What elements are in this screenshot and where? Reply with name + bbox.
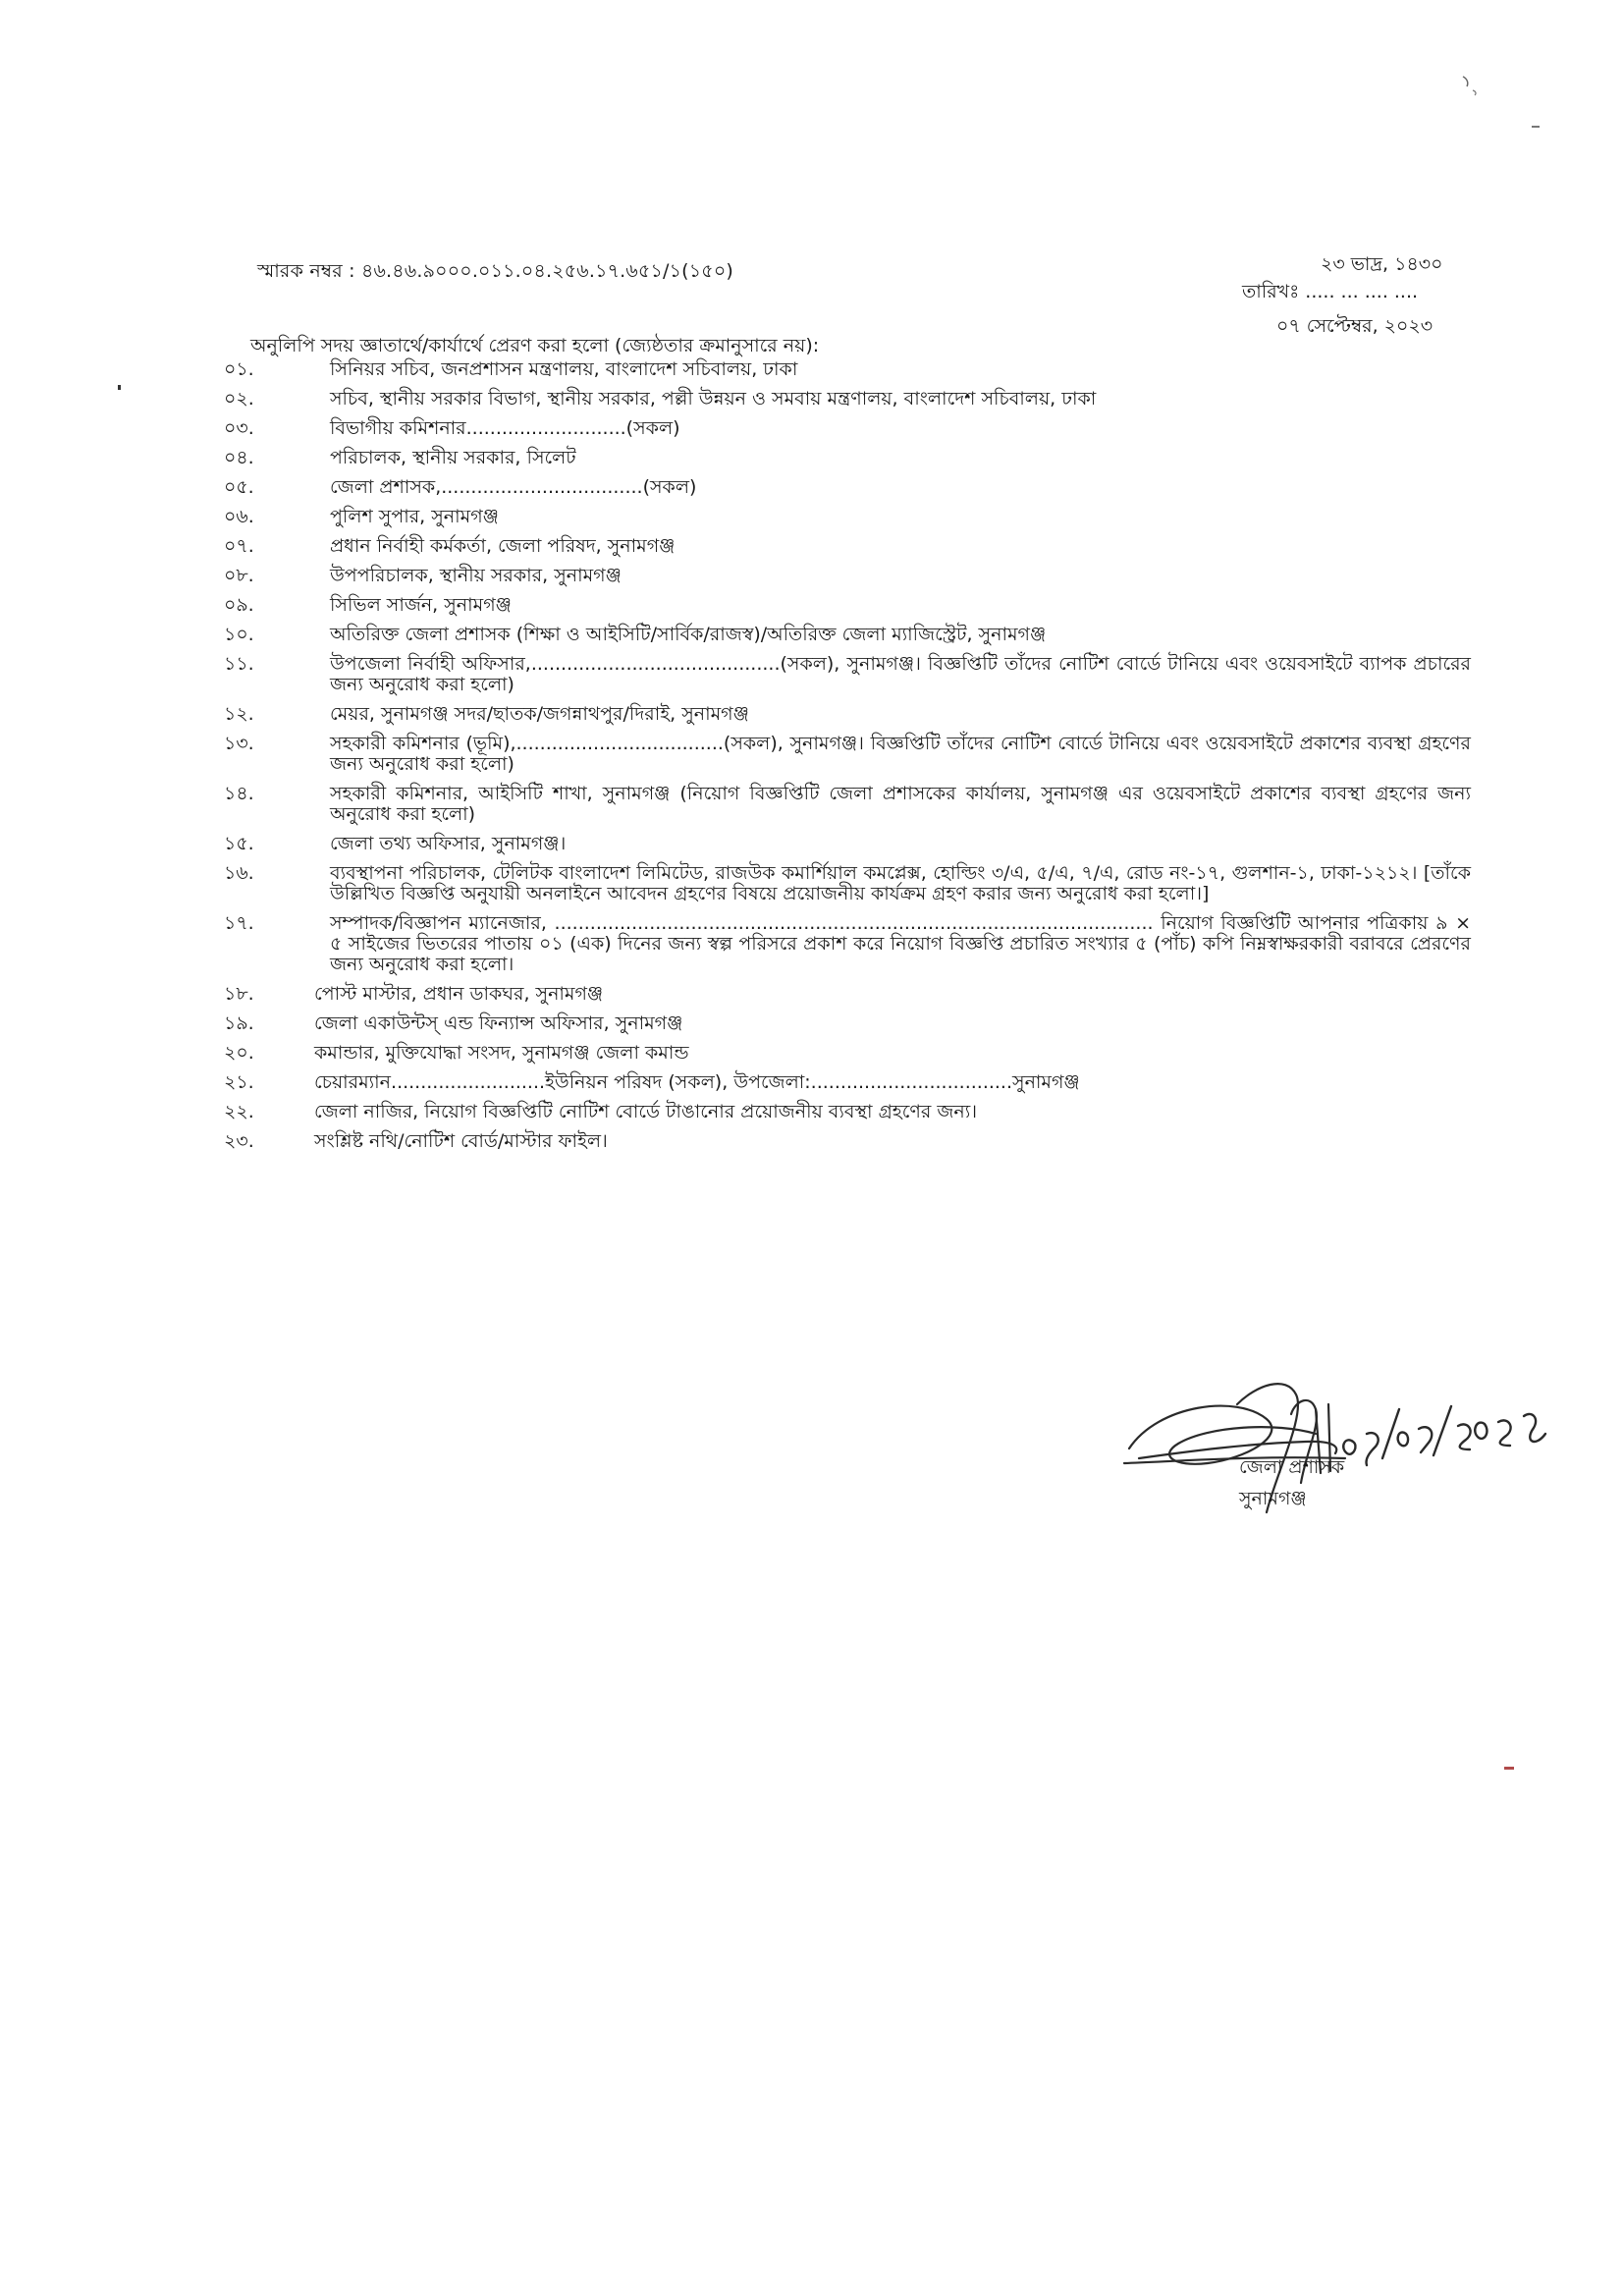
item-text: সিনিয়র সচিব, জনপ্রশাসন মন্ত্রণালয়, বাংলাদেশ সচিবালয়, ঢাকা bbox=[330, 358, 798, 380]
item-number: ০৫. bbox=[224, 476, 254, 498]
item-number: ১৩. bbox=[224, 733, 254, 754]
memo-number: স্মারক নম্বর : ৪৬.৪৬.৯০০০.০১১.০৪.২৫৬.১৭.৬৫১/১(১৫০) bbox=[257, 260, 734, 282]
item-text: উপজেলা নির্বাহী অফিসার,..........................................(সকল), সুনামগঞ্জ। বিজ্ঞপ্তিটি তাঁদের নোটিশ বোর্ডে টানিয়ে এবং ওয়েবসাইটে ব্যাপক প্রচারের জন্য অনুরোধ করা হলো) bbox=[330, 653, 1471, 695]
item-text: অতিরিক্ত জেলা প্রশাসক (শিক্ষা ও আইসিটি/সার্বিক/রাজস্ব)/অতিরিক্ত জেলা ম্যাজিস্ট্রেট, সুনামগঞ্জ bbox=[330, 624, 1047, 645]
date-bangla: ২৩ ভাদ্র, ১৪৩০ bbox=[1321, 253, 1443, 275]
item-number: ১৮. bbox=[224, 983, 254, 1005]
item-number: ১০. bbox=[224, 624, 254, 645]
item-number: ১২. bbox=[224, 703, 254, 725]
item-number: ০৪. bbox=[224, 447, 254, 468]
item-text: উপপরিচালক, স্থানীয় সরকার, সুনামগঞ্জ bbox=[330, 565, 622, 586]
item-number: ২০. bbox=[224, 1042, 254, 1064]
item-number: ১৪. bbox=[224, 783, 254, 804]
item-text: পরিচালক, স্থানীয় সরকার, সিলেট bbox=[330, 447, 576, 468]
item-number: ১১. bbox=[224, 653, 254, 675]
item-text: কমান্ডার, মুক্তিযোদ্ধা সংসদ, সুনামগঞ্জ জেলা কমান্ড bbox=[314, 1042, 689, 1064]
item-number: ১৭. bbox=[224, 912, 254, 934]
item-number: ০২. bbox=[224, 388, 254, 410]
item-text: সহকারী কমিশনার (ভূমি),...................................(সকল), সুনামগঞ্জ। বিজ্ঞপ্তিটি তাঁদের নোটিশ বোর্ডে টানিয়ে এবং ওয়েবসাইটে প্রকাশের ব্যবস্থা গ্রহণের জন্য অনুরোধ করা হলো) bbox=[330, 733, 1471, 775]
item-text: চেয়ারম্যান..........................ইউনিয়ন পরিষদ (সকল), উপজেলা:..................................সুনামগঞ্জ bbox=[314, 1071, 1080, 1093]
item-text: পুলিশ সুপার, সুনামগঞ্জ bbox=[330, 506, 499, 527]
item-text: পোস্ট মাস্টার, প্রধান ডাকঘর, সুনামগঞ্জ bbox=[314, 983, 604, 1005]
item-number: ০৮. bbox=[224, 565, 254, 586]
date-label: তারিখঃ ..... ... .... .... bbox=[1242, 281, 1419, 302]
item-text: সহকারী কমিশনার, আইসিটি শাখা, সুনামগঞ্জ (নিয়োগ বিজ্ঞপ্তিটি জেলা প্রশাসকের কার্যালয়, সুনামগঞ্জ এর ওয়েবসাইটে প্রকাশের ব্যবস্থা গ্রহণের জন্য অনুরোধ করা হলো) bbox=[330, 783, 1471, 825]
item-text: জেলা তথ্য অফিসার, সুনামগঞ্জ। bbox=[330, 833, 567, 854]
item-text: বিভাগীয় কমিশনার...........................(সকল) bbox=[330, 417, 680, 439]
item-text: সচিব, স্থানীয় সরকার বিভাগ, স্থানীয় সরকার, পল্লী উন্নয়ন ও সমবায় মন্ত্রণালয়, বাংলাদেশ সচিবালয়, ঢাকা bbox=[330, 388, 1097, 410]
item-text: ব্যবস্থাপনা পরিচালক, টেলিটক বাংলাদেশ লিমিটেড, রাজউক কমার্শিয়াল কমপ্লেক্স, হোল্ডিং ৩/এ, ৫/এ, ৭/এ, রোড নং-১৭, গুলশান-১, ঢাকা-১২১২। [তাঁকে উল্লিখিত বিজ্ঞপ্তি অনুযায়ী অনলাইনে আবেদন গ্রহণের বিষয়ে প্রয়োজনীয় কার্যক্রম গ্রহণ করার জন্য অনুরোধ করা হলো।] bbox=[330, 862, 1471, 904]
copy-intro: অনুলিপি সদয় জ্ঞাতার্থে/কার্যার্থে প্রেরণ করা হলো (জ্যেষ্ঠতার ক্রমানুসারে নয়): bbox=[250, 335, 820, 356]
item-number: ২২. bbox=[224, 1101, 254, 1122]
signatory-office: সুনামগঞ্জ bbox=[1239, 1488, 1307, 1509]
item-number: ০৩. bbox=[224, 417, 254, 439]
date-gregorian: ০৭ সেপ্টেম্বর, ২০২৩ bbox=[1276, 315, 1434, 337]
item-number: ০৭. bbox=[224, 535, 254, 557]
item-number: ১৬. bbox=[224, 862, 254, 884]
item-text: সম্পাদক/বিজ্ঞাপন ম্যানেজার, ..................................................................................................... নিয়োগ বিজ্ঞপ্তিটি আপনার পত্রিকায় ৯ × ৫ সাইজের ভিতরের পাতায় ০১ (এক) দিনের জন্য স্বল্প পরিসরে প্রকাশ করে নিয়োগ বিজ্ঞপ্তি প্রচারিত সংখ্যার ৫ (পাঁচ) কপি নিম্নস্বাক্ষরকারী বরাবরে প্রেরণের জন্য অনুরোধ করা হলো। bbox=[330, 912, 1471, 975]
item-text: মেয়র, সুনামগঞ্জ সদর/ছাতক/জগন্নাথপুর/দিরাই, সুনামগঞ্জ bbox=[330, 703, 749, 725]
item-number: ০১. bbox=[224, 358, 254, 380]
item-number: ১৫. bbox=[224, 833, 254, 854]
item-number: ০৯. bbox=[224, 594, 254, 616]
item-number: ২৩. bbox=[224, 1130, 254, 1152]
item-text: জেলা নাজির, নিয়োগ বিজ্ঞপ্তিটি নোটিশ বোর্ডে টাঙানোর প্রয়োজনীয় ব্যবস্থা গ্রহণের জন্য। bbox=[314, 1101, 978, 1122]
item-text: প্রধান নির্বাহী কর্মকর্তা, জেলা পরিষদ, সুনামগঞ্জ bbox=[330, 535, 676, 557]
item-number: ০৬. bbox=[224, 506, 254, 527]
item-number: ২১. bbox=[224, 1071, 254, 1093]
item-number: ১৯. bbox=[224, 1012, 254, 1034]
item-text: জেলা প্রশাসক,..................................(সকল) bbox=[330, 476, 697, 498]
signatory-designation: জেলা প্রশাসক bbox=[1239, 1456, 1345, 1478]
item-text: সিভিল সার্জন, সুনামগঞ্জ bbox=[330, 594, 512, 616]
item-text: সংশ্লিষ্ট নথি/নোটিশ বোর্ড/মাস্টার ফাইল। bbox=[314, 1130, 608, 1152]
item-text: জেলা একাউন্টস্ এন্ড ফিন্যান্স অফিসার, সুনামগঞ্জ bbox=[314, 1012, 683, 1034]
